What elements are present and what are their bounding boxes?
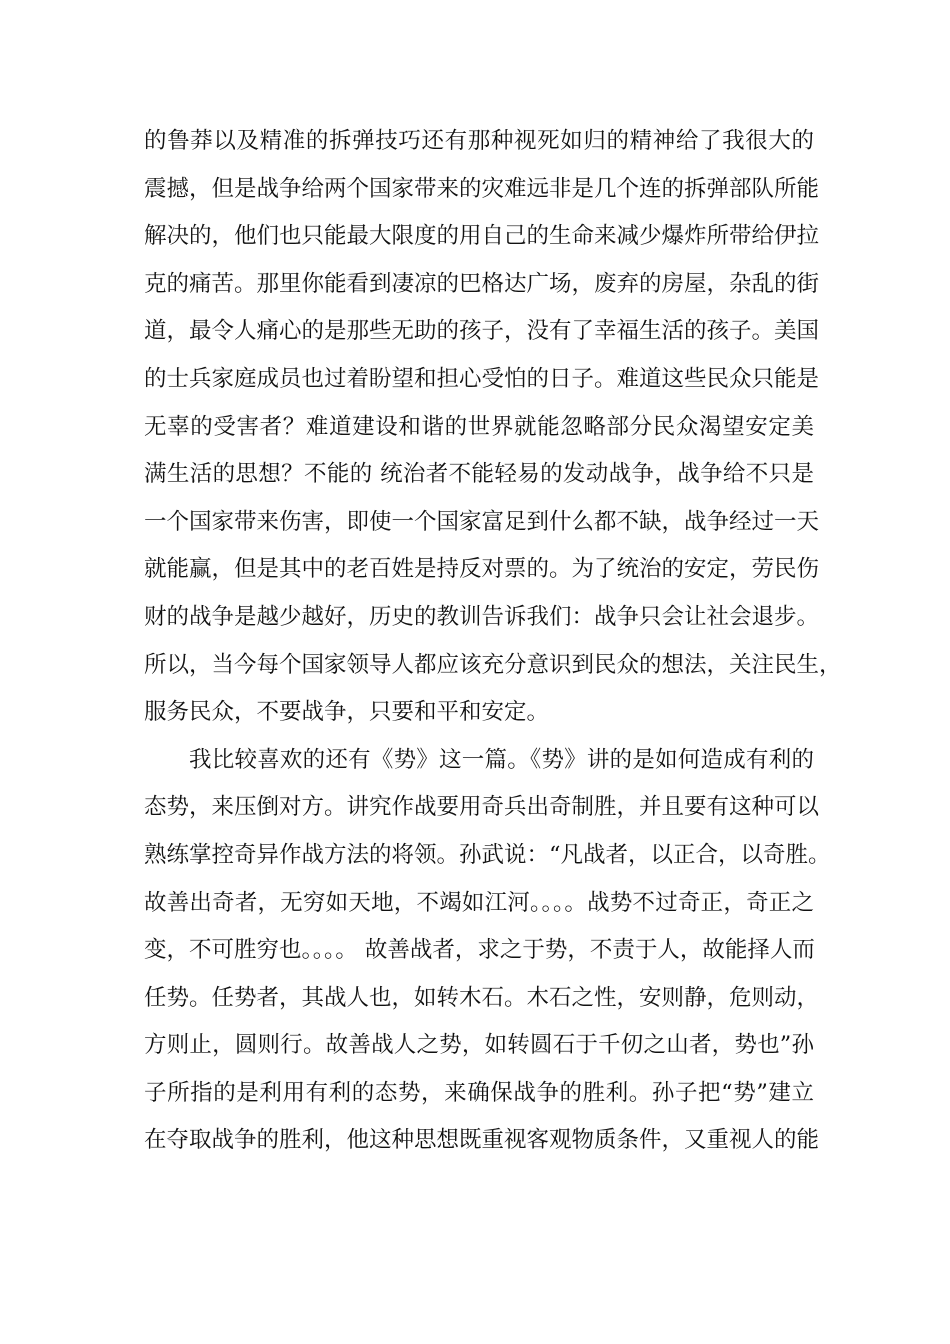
text-line: 方则止，圆则行。故善战人之势，如转圆石于千仞之山者，势也”孙: [144, 1032, 814, 1059]
paragraph-1: [144, 118, 842, 737]
body-text: [144, 118, 842, 1165]
text-line: 我比较喜欢的还有《势》这一篇。《势》讲的是如何造成有利的: [189, 746, 814, 773]
text-line: 震撼，但是战争给两个国家带来的灾难远非是几个连的拆弹部队所能: [144, 175, 820, 202]
text-line: 无辜的受害者？难道建设和谐的世界就能忽略部分民众渴望安定美: [144, 413, 814, 440]
text-line: 态势，来压倒对方。讲究作战要用奇兵出奇制胜，并且要有这种可以: [144, 794, 820, 821]
text-line: 克的痛苦。那里你能看到凄凉的巴格达广场，废弃的房屋，杂乱的街: [144, 270, 820, 297]
text-line: 满生活的思想？不能的 统治者不能轻易的发动战争，战争给不只是: [144, 461, 814, 488]
text-line: 一个国家带来伤害，即使一个国家富足到什么都不缺，战争经过一天: [144, 508, 820, 535]
text-line: 所以，当今每个国家领导人都应该充分意识到民众的想法，关注民生，: [144, 651, 842, 678]
text-line: 在夺取战争的胜利，他这种思想既重视客观物质条件，又重视人的能: [144, 1127, 820, 1154]
paragraph-2: [144, 737, 831, 1165]
text-line: 变，不可胜穷也。。。。 故善战者，求之于势，不责于人，故能择人而: [144, 937, 815, 964]
text-line: 故善出奇者，无穷如天地，不竭如江河。。。。战势不过奇正，奇正之: [144, 889, 814, 916]
text-line: 就能赢，但是其中的老百姓是持反对票的。为了统治的安定，劳民伤: [144, 556, 820, 583]
text-line: 任势。任势者，其战人也，如转木石。木石之性，安则静，危则动，: [144, 984, 820, 1011]
text-line: 服务民众，不要战争，只要和平和安定。: [144, 699, 550, 726]
text-line: 的士兵家庭成员也过着盼望和担心受怕的日子。难道这些民众只能是: [144, 365, 820, 392]
text-line: 熟练掌控奇异作战方法的将领。孙武说：“凡战者，以正合，以奇胜。: [144, 841, 831, 868]
text-line: 子所指的是利用有利的态势，来确保战争的胜利。孙子把“势”建立: [144, 1079, 814, 1106]
text-line: 财的战争是越少越好，历史的教训告诉我们：战争只会让社会退步。: [144, 603, 820, 630]
text-line: 道，最令人痛心的是那些无助的孩子，没有了幸福生活的孩子。美国: [144, 318, 820, 345]
text-line: 解决的，他们也只能最大限度的用自己的生命来减少爆炸所带给伊拉: [144, 223, 820, 250]
text-line: 的鲁莽以及精准的拆弹技巧还有那种视死如归的精神给了我很大的: [144, 128, 814, 154]
